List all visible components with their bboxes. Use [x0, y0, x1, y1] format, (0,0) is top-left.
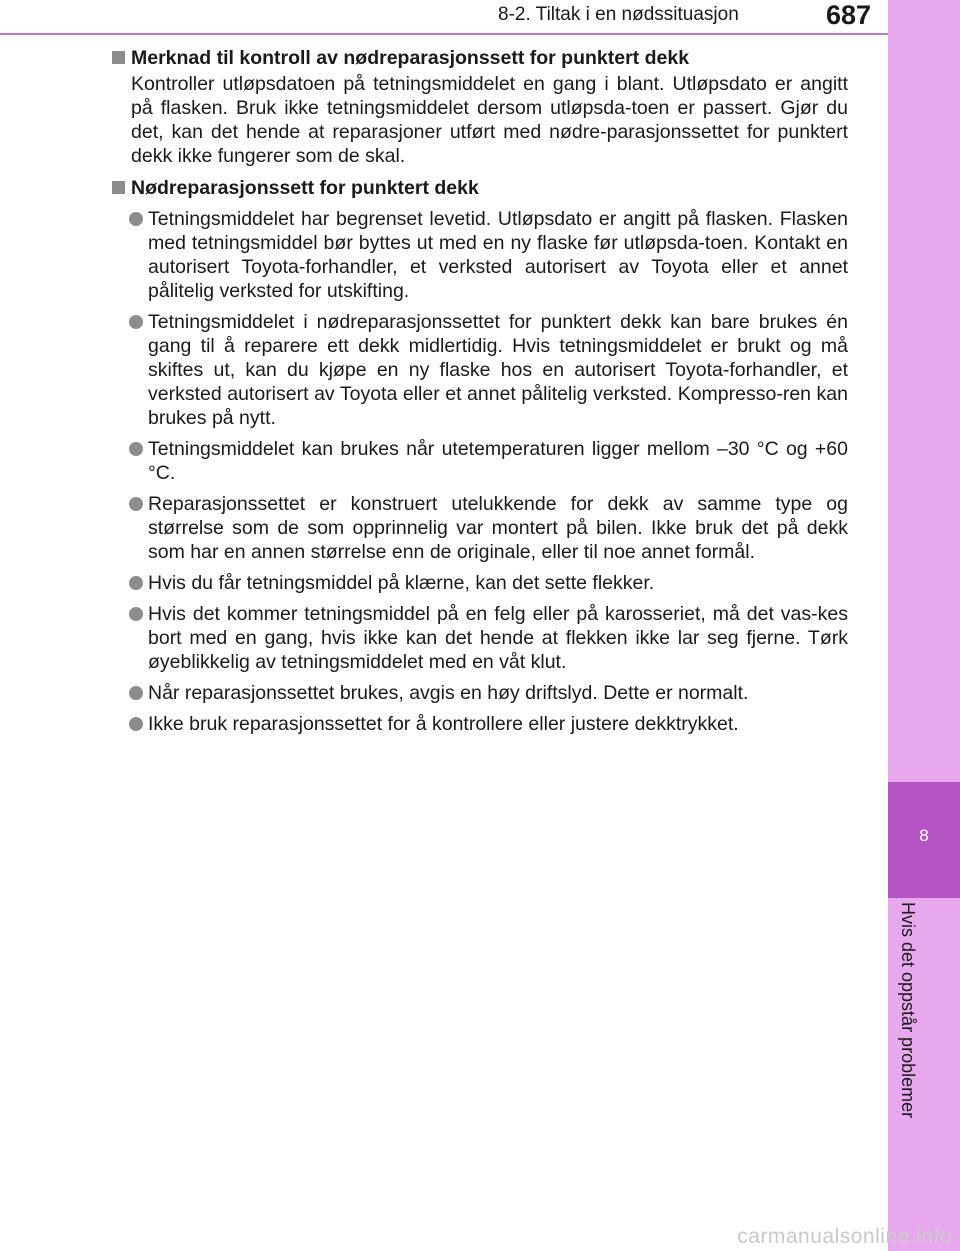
section-heading-text: Nødreparasjonssett for punktert dekk	[131, 177, 479, 199]
watermark: carmanualsonline.info	[737, 1225, 952, 1248]
header-section-title: 8-2. Tiltak i en nødssituasjon	[498, 4, 739, 25]
section-heading	[110, 46, 848, 70]
list-item	[110, 437, 848, 485]
list-item-text: Tetningsmiddelet har begrenset levetid. Utløpsdato er angitt på flasken. Flasken med tetningsmiddel bør byttes ut med en ny flaske før utløpsda-toen. Kontakt en autorisert Toyota-forhandler, et verksted autorisert av Toyota eller et annet pålitelig verksted for utskifting.	[148, 208, 848, 302]
round-bullet-icon	[129, 607, 143, 621]
page-content	[110, 46, 848, 736]
list-item	[110, 681, 848, 705]
round-bullet-icon	[129, 212, 143, 226]
list-item-text: Hvis det kommer tetningsmiddel på en felg eller på karosseriet, må det vas-kes bort med en gang, hvis ikke kan det hende at flekken ikke lar seg fjerne. Tørk øyeblikkelig av tetningsmiddelet med en våt klut.	[148, 603, 848, 673]
chapter-title: Hvis det oppstår problemer	[898, 902, 918, 1119]
list-item-text: Når reparasjonssettet brukes, avgis en høy driftslyd. Dette er normalt.	[148, 682, 749, 704]
list-item-text: Tetningsmiddelet i nødreparasjonssettet for punktert dekk kan bare brukes én gang til å reparere ett dekk midlertidig. Hvis tetningsmiddelet er brukt og må skiftes ut, kan du kjøpe en ny flaske hos en autorisert Toyota-forhandler, et verksted autorisert av Toyota eller et annet pålitelig verksted. Kompresso-ren kan brukes på nytt.	[148, 311, 848, 429]
list-item-text: Reparasjonssettet er konstruert utelukkende for dekk av samme type og størrelse som de som opprinnelig var montert på bilen. Ikke bruk det på dekk som har en annen størrelse enn de originale, eller til noe annet formål.	[148, 493, 848, 563]
list-item	[110, 207, 848, 303]
page-number: 687	[826, 0, 872, 30]
square-bullet-icon	[112, 181, 125, 194]
round-bullet-icon	[129, 717, 143, 731]
round-bullet-icon	[129, 497, 143, 511]
square-bullet-icon	[112, 51, 125, 64]
round-bullet-icon	[129, 576, 143, 590]
list-item-text: Hvis du får tetningsmiddel på klærne, kan det sette flekker.	[148, 572, 655, 594]
list-item-text: Ikke bruk reparasjonssettet for å kontrollere eller justere dekktrykket.	[148, 713, 739, 735]
section-note	[110, 46, 848, 168]
section-heading-text: Merknad til kontroll av nødreparasjonssett for punktert dekk	[131, 47, 690, 69]
list-item	[110, 310, 848, 430]
section-paragraph: Kontroller utløpsdatoen på tetningsmiddelet en gang i blant. Utløpsdato er angitt på flasken. Bruk ikke tetningsmiddelet dersom utløpsda-toen er passert. Gjør du det, kan det hende at reparasjoner utført med nødre-parasjonssettet for punktert dekk ikke fungerer som de skal.	[131, 73, 848, 167]
chapter-number: 8	[919, 826, 929, 845]
round-bullet-icon	[129, 442, 143, 456]
round-bullet-icon	[129, 315, 143, 329]
list-item	[110, 712, 848, 736]
list-item-text: Tetningsmiddelet kan brukes når utetemperaturen ligger mellom –30 °C og +60 °C.	[148, 438, 848, 484]
list-item	[110, 492, 848, 564]
list-item	[110, 602, 848, 674]
round-bullet-icon	[129, 686, 143, 700]
header-rule	[0, 33, 888, 35]
section-heading	[110, 176, 848, 200]
section-kit	[110, 176, 848, 736]
list-item	[110, 571, 848, 595]
